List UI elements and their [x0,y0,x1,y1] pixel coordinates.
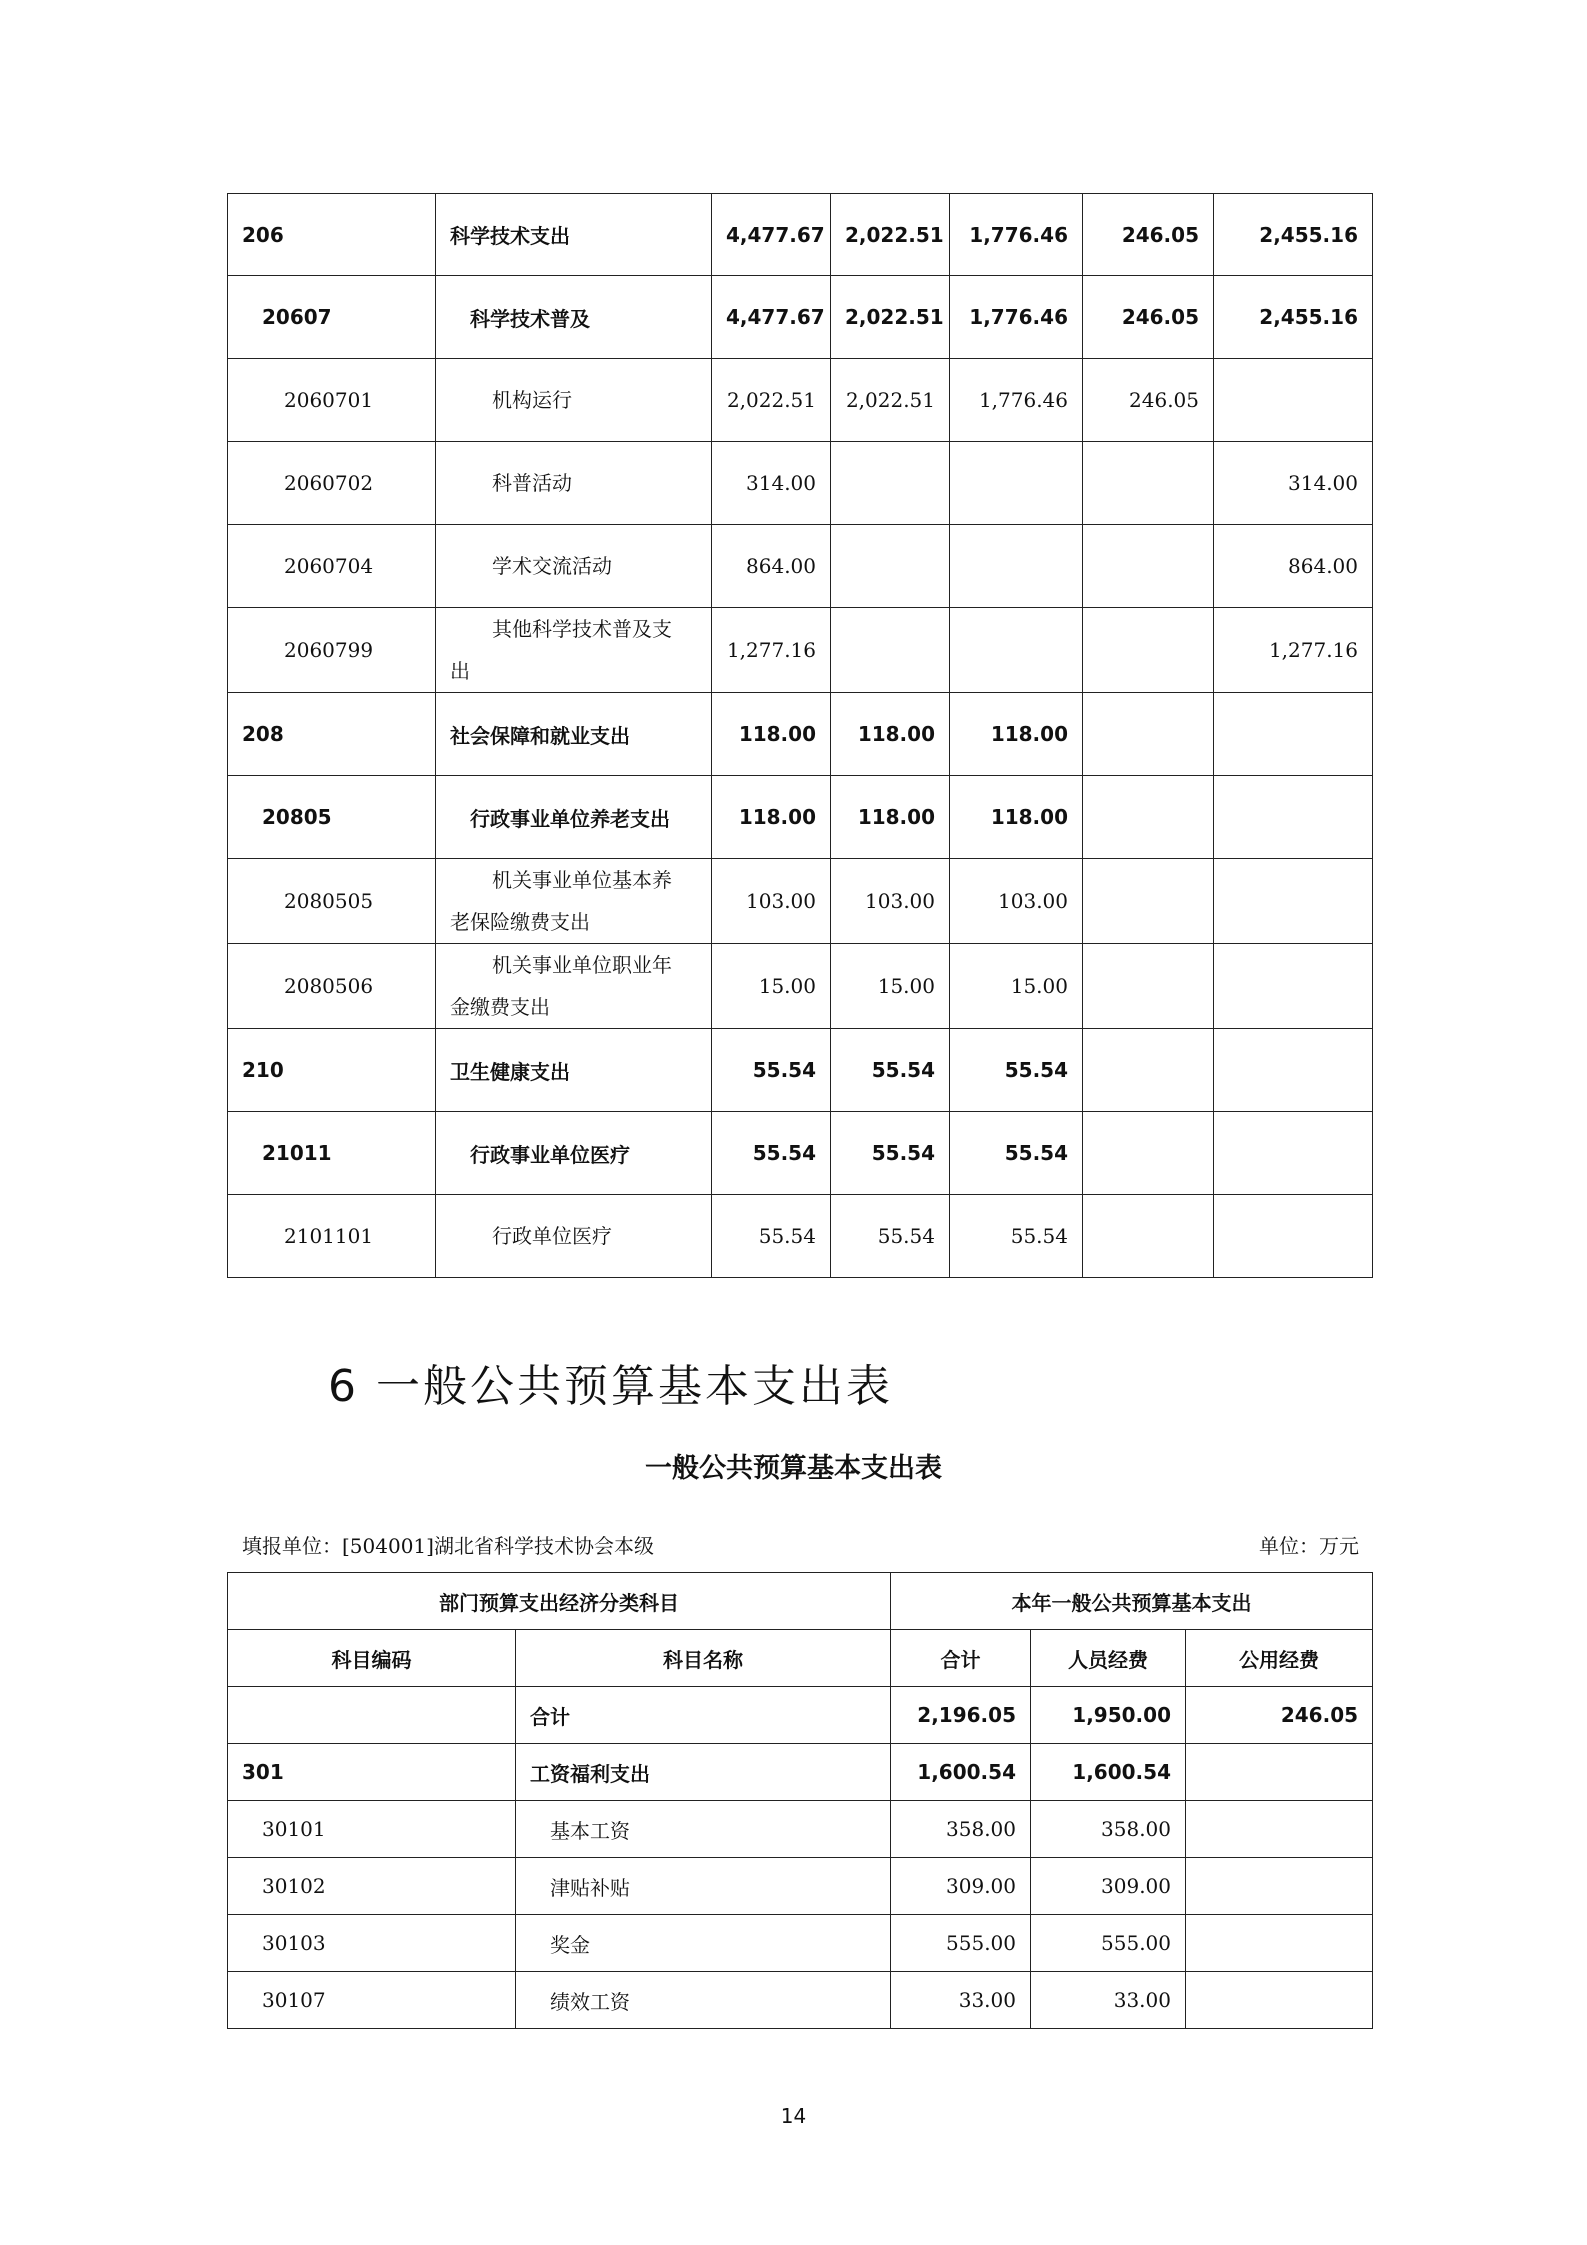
cell-project: 2,455.16 [1214,276,1373,359]
table-header-row [228,1573,1373,1630]
cell-name: 基本工资 [516,1801,891,1858]
cell-project [1214,1195,1373,1278]
cell-public [1083,1195,1214,1278]
cell-basic: 2,022.51 [831,359,950,442]
table-row [228,1195,1373,1278]
cell-name: 机构运行 [436,359,712,442]
cell-personnel: 55.54 [950,1029,1083,1112]
cell-code: 301 [228,1744,516,1801]
cell-total: 1,600.54 [891,1744,1031,1801]
cell-project [1214,1112,1373,1195]
cell-name: 津贴补贴 [516,1858,891,1915]
table-title: 一般公共预算基本支出表 [645,1453,942,1484]
cell-name [436,608,712,693]
cell-name: 工资福利支出 [516,1744,891,1801]
cell-project [1214,693,1373,776]
cell-total: 2,196.05 [891,1687,1031,1744]
cell-public [1186,1801,1373,1858]
cell-total: 309.00 [891,1858,1031,1915]
cell-total: 55.54 [712,1112,831,1195]
cell-code: 30103 [228,1915,516,1972]
cell-total: 55.54 [712,1029,831,1112]
cell-public [1083,1112,1214,1195]
cell-public: 246.05 [1083,359,1214,442]
header-classification: 部门预算支出经济分类科目 [228,1573,891,1630]
cell-personnel [950,608,1083,693]
cell-name: 行政事业单位医疗 [436,1112,712,1195]
cell-name-line2: 出 [450,659,470,683]
cell-public [1083,608,1214,693]
cell-total: 118.00 [712,693,831,776]
cell-name: 社会保障和就业支出 [436,693,712,776]
header-public: 公用经费 [1186,1630,1373,1687]
cell-public [1083,944,1214,1029]
cell-project [1214,776,1373,859]
cell-basic: 55.54 [831,1112,950,1195]
cell-name: 合计 [516,1687,891,1744]
table-row [228,359,1373,442]
cell-personnel: 55.54 [950,1112,1083,1195]
cell-public: 246.05 [1083,194,1214,276]
cell-name-line1: 机关事业单位基本养 [492,868,672,892]
cell-code: 2060799 [228,608,436,693]
cell-total: 118.00 [712,776,831,859]
cell-name: 科学技术支出 [436,194,712,276]
cell-public [1083,442,1214,525]
table-row [228,1112,1373,1195]
cell-code [228,1687,516,1744]
cell-basic: 103.00 [831,859,950,944]
cell-public [1083,859,1214,944]
cell-name [436,859,712,944]
table-row [228,442,1373,525]
cell-personnel [950,442,1083,525]
table-row [228,194,1373,276]
cell-personnel: 1,600.54 [1031,1744,1186,1801]
cell-project [1214,359,1373,442]
cell-basic: 55.54 [831,1029,950,1112]
cell-code: 206 [228,194,436,276]
cell-basic [831,525,950,608]
table-row [228,1915,1373,1972]
cell-total: 358.00 [891,1801,1031,1858]
table-row [228,1858,1373,1915]
cell-total: 864.00 [712,525,831,608]
table-row [228,608,1373,693]
cell-code: 2101101 [228,1195,436,1278]
cell-project [1214,944,1373,1029]
header-name: 科目名称 [516,1630,891,1687]
page-number: 14 [780,2104,807,2128]
cell-basic: 2,022.51 [831,194,950,276]
cell-code: 30101 [228,1801,516,1858]
table-total-row [228,1687,1373,1744]
cell-name: 科普活动 [436,442,712,525]
cell-project [1214,859,1373,944]
table-row [228,276,1373,359]
cell-personnel: 15.00 [950,944,1083,1029]
cell-project: 2,455.16 [1214,194,1373,276]
cell-personnel: 118.00 [950,693,1083,776]
cell-project: 314.00 [1214,442,1373,525]
cell-personnel: 55.54 [950,1195,1083,1278]
cell-code: 20607 [228,276,436,359]
cell-code: 2060702 [228,442,436,525]
cell-total: 103.00 [712,859,831,944]
currency-unit: 单位：万元 [1259,1534,1359,1558]
cell-personnel: 103.00 [950,859,1083,944]
cell-total: 15.00 [712,944,831,1029]
cell-personnel: 358.00 [1031,1801,1186,1858]
cell-total: 1,277.16 [712,608,831,693]
cell-name [436,944,712,1029]
cell-name: 卫生健康支出 [436,1029,712,1112]
section-heading: 6 一般公共预算基本支出表 [328,1361,893,1412]
table-row [228,859,1373,944]
basic-expenditure-table [227,1572,1373,2029]
cell-public [1083,776,1214,859]
header-budget: 本年一般公共预算基本支出 [891,1573,1373,1630]
cell-public [1186,1858,1373,1915]
cell-code: 2080506 [228,944,436,1029]
cell-code: 30102 [228,1858,516,1915]
table-row [228,1801,1373,1858]
cell-total: 2,022.51 [712,359,831,442]
cell-code: 2060704 [228,525,436,608]
cell-project: 864.00 [1214,525,1373,608]
cell-name: 奖金 [516,1915,891,1972]
table-row [228,1744,1373,1801]
cell-basic: 2,022.51 [831,276,950,359]
table-row [228,776,1373,859]
cell-name: 行政单位医疗 [436,1195,712,1278]
cell-name-line2: 金缴费支出 [450,995,550,1019]
cell-total: 4,477.67 [712,276,831,359]
cell-total: 55.54 [712,1195,831,1278]
cell-personnel: 118.00 [950,776,1083,859]
cell-personnel [950,525,1083,608]
cell-basic [831,442,950,525]
cell-name-line1: 机关事业单位职业年 [492,953,672,977]
cell-code: 210 [228,1029,436,1112]
header-personnel: 人员经费 [1031,1630,1186,1687]
cell-public [1083,525,1214,608]
cell-personnel: 309.00 [1031,1858,1186,1915]
cell-public [1083,1029,1214,1112]
cell-code: 2060701 [228,359,436,442]
cell-code: 21011 [228,1112,436,1195]
cell-total: 4,477.67 [712,194,831,276]
cell-name: 行政事业单位养老支出 [436,776,712,859]
cell-total: 33.00 [891,1972,1031,2029]
cell-public: 246.05 [1186,1687,1373,1744]
cell-total: 555.00 [891,1915,1031,1972]
cell-project: 1,277.16 [1214,608,1373,693]
report-unit: 填报单位：[504001]湖北省科学技术协会本级 [242,1534,654,1558]
cell-code: 20805 [228,776,436,859]
cell-basic: 15.00 [831,944,950,1029]
cell-public [1083,693,1214,776]
cell-name: 科学技术普及 [436,276,712,359]
cell-name-line2: 老保险缴费支出 [450,910,590,934]
cell-project [1214,1029,1373,1112]
cell-personnel: 1,776.46 [950,276,1083,359]
table-row [228,693,1373,776]
cell-basic: 118.00 [831,693,950,776]
cell-public [1186,1915,1373,1972]
cell-personnel: 555.00 [1031,1915,1186,1972]
cell-public [1186,1972,1373,2029]
table-row [228,1972,1373,2029]
cell-basic: 118.00 [831,776,950,859]
cell-code: 30107 [228,1972,516,2029]
table-row [228,944,1373,1029]
cell-personnel: 1,776.46 [950,194,1083,276]
cell-name-line1: 其他科学技术普及支 [492,617,672,641]
cell-code: 208 [228,693,436,776]
expenditure-table-continued [227,193,1373,1278]
cell-basic [831,608,950,693]
table-row [228,1029,1373,1112]
header-total: 合计 [891,1630,1031,1687]
cell-public: 246.05 [1083,276,1214,359]
cell-total: 314.00 [712,442,831,525]
cell-name: 绩效工资 [516,1972,891,2029]
table-row [228,525,1373,608]
cell-personnel: 1,950.00 [1031,1687,1186,1744]
cell-name: 学术交流活动 [436,525,712,608]
header-code: 科目编码 [228,1630,516,1687]
cell-basic: 55.54 [831,1195,950,1278]
cell-code: 2080505 [228,859,436,944]
cell-public [1186,1744,1373,1801]
table-header-row [228,1630,1373,1687]
cell-personnel: 1,776.46 [950,359,1083,442]
cell-personnel: 33.00 [1031,1972,1186,2029]
